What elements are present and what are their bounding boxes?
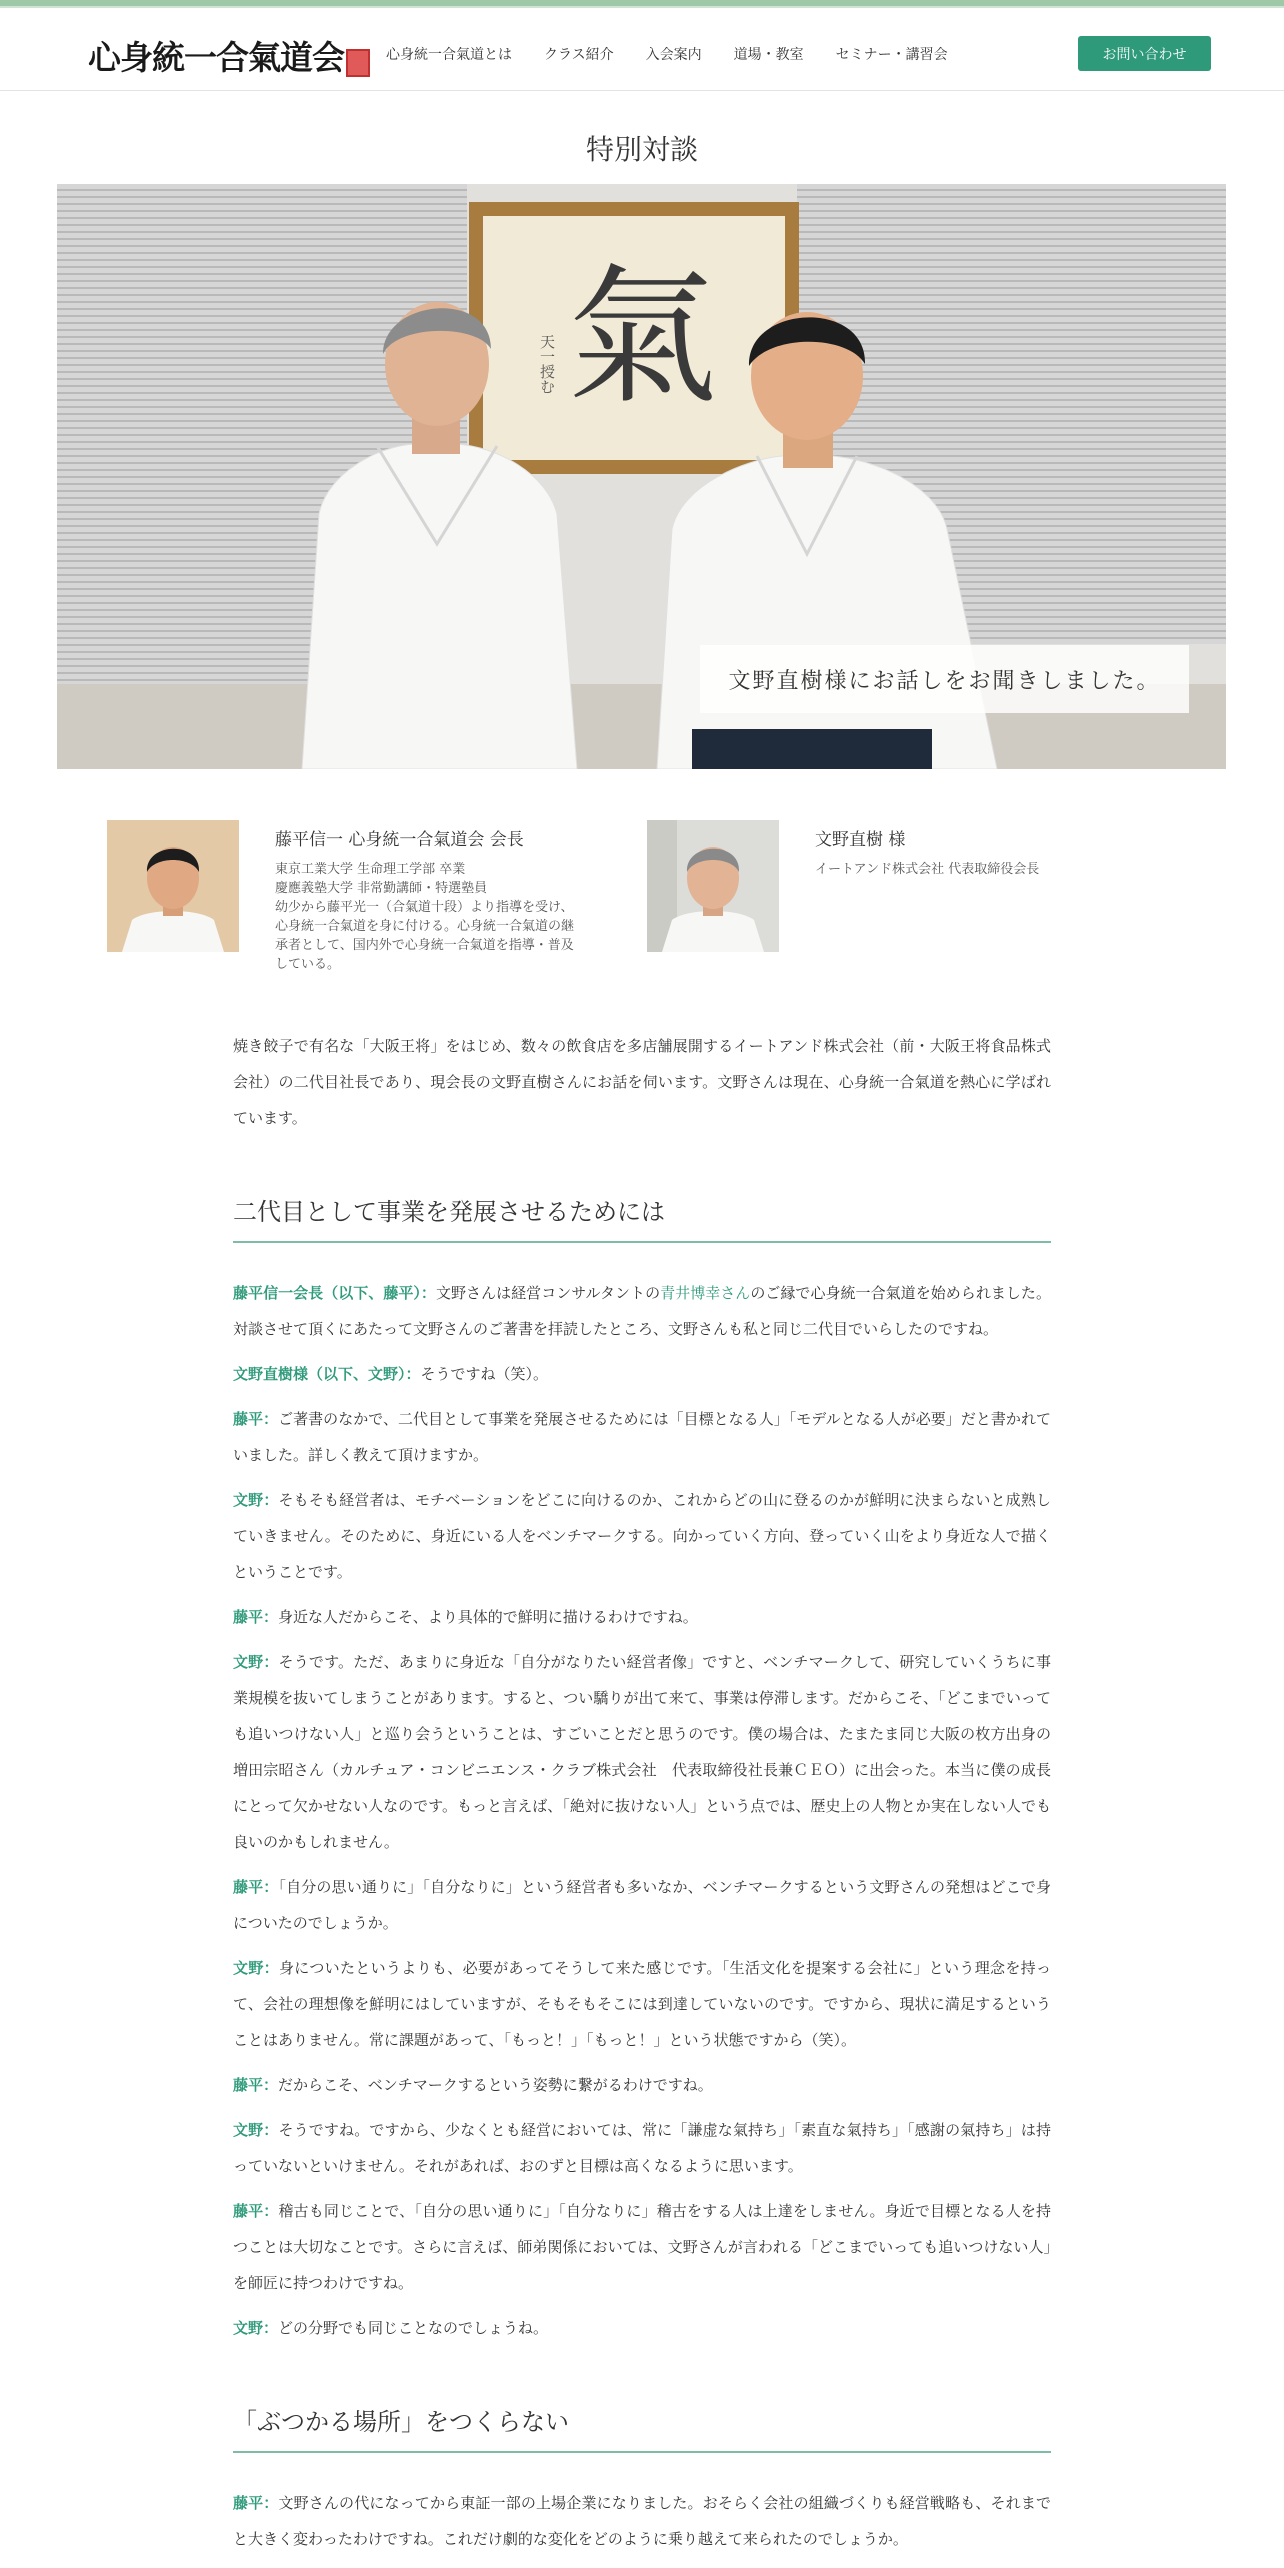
speaker-label: 藤平： xyxy=(233,2076,279,2094)
nav-item-dojo[interactable]: 道場・教室 xyxy=(733,47,804,63)
dialogue-text: 文野さんの代になってから東証一部の上場企業になりました。おそらく会社の組織づくりも経営戦略も、それまでと大きく変わったわけですね。これだけ劇的な変化をどのように乗り越えて来られたのでしょうか。 xyxy=(233,2494,1051,2548)
profile-name-1: 藤平信一 心身統一合氣道会 会長 xyxy=(275,830,524,850)
dialogue-paragraph xyxy=(233,1644,1051,1860)
article-body xyxy=(233,1028,1051,2566)
dialogue-text: 身についたというよりも、必要があってそうして来た感じです。「生活文化を提案する会社に」という理念を持って、会社の理想像を鮮明にはしていますが、そもそもそこには到達していないのです。ですから、現状に満足するということはありません。常に課題があって、「もっと！」「もっと！」という状態ですから（笑）。 xyxy=(233,1959,1051,2049)
nav-item-seminar[interactable]: セミナー・講習会 xyxy=(835,47,948,63)
profile-photo-1 xyxy=(107,820,239,952)
speaker-label: 藤平： xyxy=(233,2202,279,2220)
dialogue-paragraph xyxy=(233,1401,1051,1473)
dialogue-text: そうですね（笑）。 xyxy=(420,1365,549,1383)
hero-image xyxy=(57,184,1226,769)
dialogue-paragraph xyxy=(233,2310,1051,2346)
section-heading: 「ぶつかる場所」をつくらない xyxy=(233,2402,1051,2453)
portrait-illustration xyxy=(647,820,779,952)
profile-detail-line: 慶應義塾大学 非常勤講師・特選塾員 xyxy=(275,881,488,896)
profile-detail-line: 幼少から藤平光一（合氣道十段）より指導を受け、 xyxy=(275,900,574,915)
seal-icon xyxy=(346,49,370,77)
speaker-label: 藤平： xyxy=(233,1410,279,1428)
section-heading: 二代目として事業を発展させるためには xyxy=(233,1192,1051,1243)
nav-item-about[interactable]: 心身統一合氣道とは xyxy=(386,47,512,63)
profile-detail-line: イートアンド株式会社 代表取締役会長 xyxy=(815,862,1040,877)
profile-detail-line: 東京工業大学 生命理工学部 卒業 xyxy=(275,862,466,877)
dialogue-paragraph xyxy=(233,1599,1051,1635)
portrait-illustration xyxy=(107,820,239,952)
dialogue-text: のご縁で心身統一合氣道を始められました。対談させて頂くにあたって文野さんのご著書を拝読したところ、文野さんも私と同じ二代目でいらしたのですね。 xyxy=(233,1284,1051,1338)
profile-name-2: 文野直樹 様 xyxy=(815,830,906,850)
site-header xyxy=(0,8,1284,91)
logo-text: 心身統一合氣道会 xyxy=(88,38,344,77)
speaker-label: 文野： xyxy=(233,1653,279,1671)
profiles-section xyxy=(0,820,1284,990)
speaker-label: 藤平： xyxy=(233,1878,279,1896)
dialogue-paragraph xyxy=(233,2067,1051,2103)
nav-item-classes[interactable]: クラス紹介 xyxy=(544,47,614,63)
top-accent-bar xyxy=(0,0,1284,8)
dialogue-text: そうですね。ですから、少なくとも経営においては、常に「謙虚な氣持ち」「素直な氣持ち」「感謝の氣持ち」は持っていないといけません。それがあれば、おのずと目標は高くなるように思います。 xyxy=(233,2121,1051,2175)
speaker-label: 文野： xyxy=(233,2121,279,2139)
dialogue-paragraph xyxy=(233,1356,1051,1392)
calligraphy-text: 氣 xyxy=(566,251,718,425)
profile-detail-line: している。 xyxy=(275,957,341,972)
profile-detail-line: 心身統一合氣道を身に付ける。心身統一合氣道の継 xyxy=(275,919,575,934)
dialogue-text: ご著書のなかで、二代目として事業を発展させるためには「目標となる人」「モデルとなる人が必要」だと書かれていました。詳しく教えて頂けますか。 xyxy=(233,1410,1051,1464)
dialogue-text: 身近な人だからこそ、より具体的で鮮明に描けるわけですね。 xyxy=(278,1608,698,1626)
contact-button[interactable]: お問い合わせ xyxy=(1078,36,1211,71)
nav-item-join[interactable]: 入会案内 xyxy=(645,47,702,63)
speaker-label: 文野直樹様（以下、文野）： xyxy=(233,1365,421,1383)
dialogue-paragraph xyxy=(233,2485,1051,2557)
hero-caption: 文野直樹様にお話しをお聞きしました。 xyxy=(700,645,1189,713)
speaker-label: 藤平： xyxy=(233,2494,279,2512)
speaker-label: 文野： xyxy=(233,2319,279,2337)
site-logo[interactable] xyxy=(88,32,370,79)
calligraphy-side-text: 天一授む xyxy=(538,334,556,394)
speaker-label: 文野： xyxy=(233,1491,279,1509)
dialogue-paragraph xyxy=(233,2112,1051,2184)
person-link[interactable]: 青井博幸さん xyxy=(660,1284,751,1302)
dialogue-text: そもそも経営者は、モチベーションをどこに向けるのか、これからどの山に登るのかが鮮明に決まらないと成熟していきません。そのために、身近にいる人をベンチマークする。向かっていく方向、登っていく山をより身近な人で描くということです。 xyxy=(233,1491,1051,1581)
dialogue-paragraph xyxy=(233,2193,1051,2301)
intro-paragraph: 焼き餃子で有名な「大阪王将」をはじめ、数々の飲食店を多店舗展開するイートアンド株式会社（前・大阪王将食品株式会社）の二代目社長であり、現会長の文野直樹さんにお話を伺います。文野さんは現在、心身統一合氣道を熱心に学ばれています。 xyxy=(233,1037,1051,1127)
dialogue-text: 「自分の思い通りに」「自分なりに」という経営者も多いなか、ベンチマークするという文野さんの発想はどこで身についたのでしょうか。 xyxy=(233,1878,1051,1932)
dialogue-paragraph xyxy=(233,1869,1051,1941)
dialogue-text: どの分野でも同じことなのでしょうね。 xyxy=(278,2319,549,2337)
dialogue-paragraph xyxy=(233,1950,1051,2058)
dialogue-text: だからこそ、ベンチマークするという姿勢に繋がるわけですね。 xyxy=(278,2076,713,2094)
dialogue-text: 文野さんは経営コンサルタントの xyxy=(435,1284,661,1302)
dialogue-paragraph xyxy=(233,1275,1051,1347)
main-nav xyxy=(386,44,980,64)
dialogue-paragraph xyxy=(233,1482,1051,1590)
speaker-label: 文野： xyxy=(233,1959,279,1977)
profile-detail-1 xyxy=(275,860,574,974)
dialogue-text: そうです。ただ、あまりに身近な「自分がなりたい経営者像」ですと、ベンチマークして、研究していくうちに事業規模を抜いてしまうことがあります。すると、つい驕りが出て来て、事業は停滞します。だからこそ、「どこまでいっても追いつけない人」と巡り会うということは、すごいことだと思うのです。僕の場合は、たまたま同じ大阪の枚方出身の増田宗昭さん（カルチュア・コンビニエンス・クラブ株式会社 代表取締役社長兼ＣＥＯ）に出会った。本当に僕の成長にとって欠かせない人なのです。もっと言えば、「絶対に抜けない人」という点では、歴史上の人物とか実在しない人でも良いのかもしれません。 xyxy=(233,1653,1051,1851)
speaker-label: 藤平： xyxy=(233,1608,279,1626)
dialogue-text: 稽古も同じことで、「自分の思い通りに」「自分なりに」稽古をする人は上達をしません。身近で目標となる人を持つことは大切なことです。さらに言えば、師弟関係においては、文野さんが言われる「どこまでいっても追いつけない人」を師匠に持つわけですね。 xyxy=(233,2202,1051,2292)
profile-detail-line: 承者として、国内外で心身統一合氣道を指導・普及 xyxy=(275,938,574,953)
page-title: 特別対談 xyxy=(585,133,698,166)
profile-detail-2 xyxy=(815,860,1039,879)
speaker-label: 藤平信一会長（以下、藤平）： xyxy=(233,1284,436,1302)
profile-photo-2 xyxy=(647,820,779,952)
